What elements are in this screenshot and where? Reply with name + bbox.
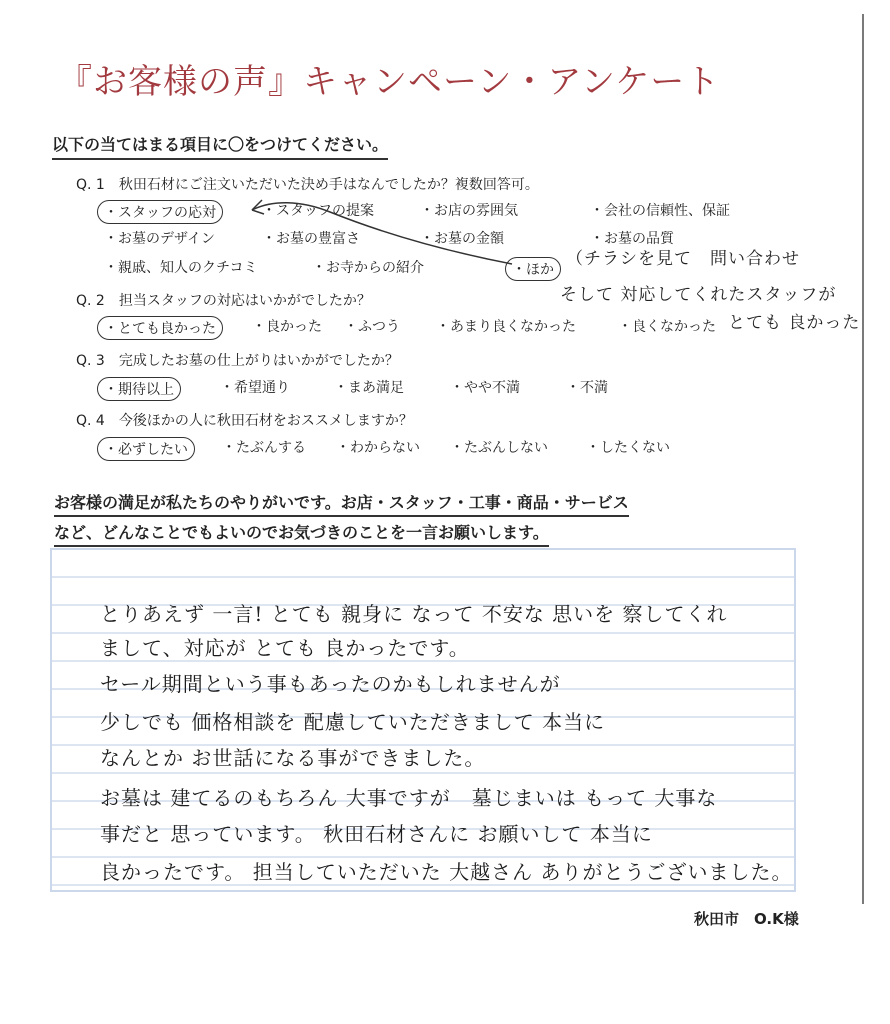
comment-line-5: なんとか お世話になる事ができました。 [100, 746, 486, 770]
q2-option-very-good[interactable]: ・とても良かった [97, 316, 223, 340]
instruction-text: 以下の当てはまる項目に〇をつけてください。 [52, 132, 388, 160]
q1-option-quality[interactable]: ・お墓の品質 [590, 231, 674, 247]
q1-option-shop-atmosphere[interactable]: ・お店の雰囲気 [420, 203, 518, 219]
customer-signature: 秋田市 O.K様 [694, 910, 799, 928]
q1-other-note-line-3: とても 良かった [728, 313, 861, 333]
comment-line-1: とりあえず 一言! とても 親身に なって 不安な 思いを 察してくれ [100, 602, 728, 626]
question-2-label: Q. 2 担当スタッフの対応はいかがでしたか？ [76, 293, 371, 309]
q1-other-note-line-2: そして 対応してくれたスタッフが [560, 285, 837, 305]
q1-option-price[interactable]: ・お墓の金額 [420, 231, 504, 247]
survey-title: 『お客様の声』キャンペーン・アンケート [58, 62, 721, 102]
message-prompt-line-2: など、どんなことでもよいのでお気づきのことを一言お願いします。 [54, 520, 549, 547]
q4-option-not-sure[interactable]: ・わからない [336, 440, 420, 456]
q1-option-variety[interactable]: ・お墓の豊富さ [262, 231, 360, 247]
q1-option-staff-response[interactable]: ・スタッフの応対 [97, 200, 223, 224]
q1-option-reliability[interactable]: ・会社の信頼性、保証 [590, 203, 730, 219]
q1-option-word-of-mouth[interactable]: ・親戚、知人のクチコミ [104, 260, 258, 276]
message-prompt-line-1: お客様の満足が私たちのやりがいです。お店・スタッフ・工事・商品・サービス [54, 490, 629, 517]
q2-option-not-so-good[interactable]: ・あまり良くなかった [436, 319, 576, 335]
q1-other-note-line-1: （チラシを見て 問い合わせ [566, 249, 800, 269]
comment-line-8: 良かったです。 担当していただいた 大越さん ありがとうございました。 [100, 860, 793, 884]
q3-option-dissatisfied[interactable]: ・不満 [566, 380, 608, 396]
question-3-label: Q. 3 完成したお墓の仕上がりはいかがでしたか？ [76, 353, 399, 369]
comment-line-2: まして、対応が とても 良かったです。 [100, 636, 470, 660]
q3-option-as-requested[interactable]: ・希望通り [220, 380, 290, 396]
comment-line-4: 少しでも 価格相談を 配慮していただきまして 本当に [100, 710, 606, 734]
q4-option-probably[interactable]: ・たぶんする [222, 440, 306, 456]
q4-option-probably-not[interactable]: ・たぶんしない [450, 440, 548, 456]
question-4-label: Q. 4 今後ほかの人に秋田石材をおススメしますか？ [76, 413, 413, 429]
q1-option-temple-referral[interactable]: ・お寺からの紹介 [312, 260, 424, 276]
q2-option-bad[interactable]: ・良くなかった [618, 319, 716, 335]
q3-option-beyond-expectations[interactable]: ・期待以上 [97, 377, 181, 401]
q2-option-good[interactable]: ・良かった [252, 319, 322, 335]
q1-option-other[interactable]: ・ほか [505, 257, 561, 281]
comment-line-7: 事だと 思っています。 秋田石材さんに お願いして 本当に [100, 822, 653, 846]
q2-option-average[interactable]: ・ふつう [344, 319, 400, 335]
q3-option-fairly-satisfied[interactable]: ・まあ満足 [334, 380, 404, 396]
question-1-label: Q. 1 秋田石材にご注文いただいた決め手はなんでしたか？複数回答可。 [76, 177, 539, 193]
comment-line-6: お墓は 建てるのもちろん 大事ですが 墓じまいは もって 大事な [100, 786, 718, 810]
q1-option-design[interactable]: ・お墓のデザイン [104, 231, 216, 247]
q3-option-somewhat-dissatisfied[interactable]: ・やや不満 [450, 380, 520, 396]
q4-option-would-not[interactable]: ・したくない [586, 440, 670, 456]
q4-option-definitely[interactable]: ・必ずしたい [97, 437, 195, 461]
comment-line-3: セール期間という事もあったのかもしれませんが [100, 672, 561, 696]
q1-option-staff-proposal[interactable]: ・スタッフの提案 [262, 203, 374, 219]
